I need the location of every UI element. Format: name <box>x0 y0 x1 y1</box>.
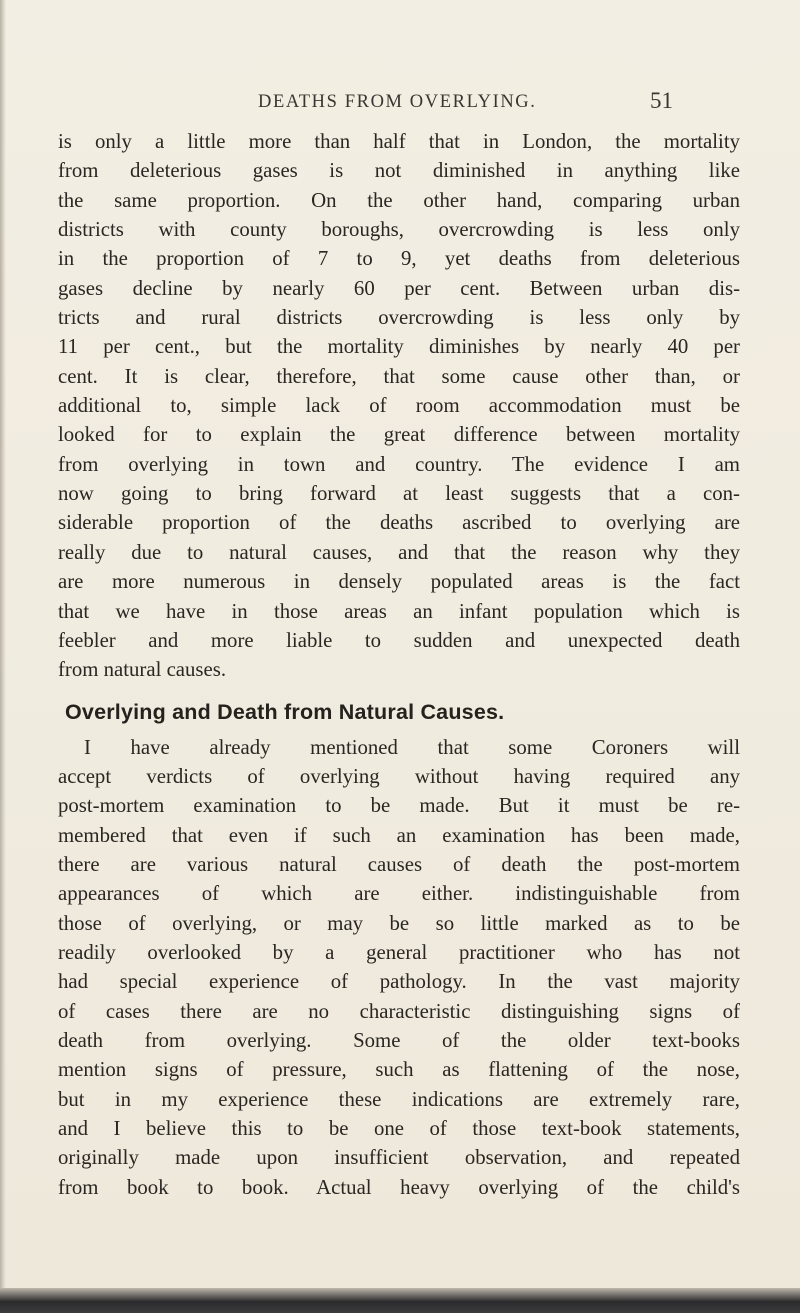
text-line: tricts and rural districts overcrowding is less only by <box>58 306 740 330</box>
text-line: really due to natural causes, and that the reason why they <box>58 540 740 564</box>
text-line: that we have in those areas an infant population which is <box>58 599 740 623</box>
page-binding-edge <box>0 0 6 1313</box>
text-line: are more numerous in densely populated areas is the fact <box>58 570 740 594</box>
page-header <box>0 88 800 118</box>
text-line: membered that even if such an examination has been made, <box>58 823 740 847</box>
page-number: 51 <box>650 88 673 113</box>
text-line: feebler and more liable to sudden and unexpected death <box>58 628 740 652</box>
text-line: districts with county boroughs, overcrowding is less only <box>58 218 740 242</box>
text-line: I have already mentioned that some Coroners will <box>84 735 740 759</box>
scan-bottom-edge <box>0 1288 800 1313</box>
paragraph-1 <box>58 127 740 685</box>
text-line: additional to, simple lack of room accommodation must be <box>58 394 740 418</box>
text-line: death from overlying. Some of the older text-books <box>58 1028 740 1052</box>
text-line: from natural causes. <box>58 658 227 682</box>
section-heading: Overlying and Death from Natural Causes. <box>65 699 505 724</box>
text-line: accept verdicts of overlying without having required any <box>58 764 740 788</box>
text-line: appearances of which are either. indistinguishable from <box>58 882 740 906</box>
text-line: looked for to explain the great difference between mortality <box>58 423 740 447</box>
text-line: of cases there are no characteristic distinguishing signs of <box>58 999 740 1023</box>
text-line: 11 per cent., but the mortality diminishes by nearly 40 per <box>58 335 740 359</box>
text-line: gases decline by nearly 60 per cent. Between urban dis- <box>58 276 740 300</box>
text-line: now going to bring forward at least suggests that a con- <box>58 482 740 506</box>
text-line: mention signs of pressure, such as flattening of the nose, <box>58 1058 740 1082</box>
text-line: post-mortem examination to be made. But it must be re- <box>58 794 740 818</box>
text-line: had special experience of pathology. In the vast majority <box>58 970 740 994</box>
text-line: in the proportion of 7 to 9, yet deaths from deleterious <box>58 247 740 271</box>
text-line: from deleterious gases is not diminished in anything like <box>58 159 740 183</box>
text-line: there are various natural causes of death the post-mortem <box>58 852 740 876</box>
text-line: but in my experience these indications are extremely rare, <box>58 1087 740 1111</box>
text-line: readily overlooked by a general practitioner who has not <box>58 940 740 964</box>
text-line: the same proportion. On the other hand, comparing urban <box>58 188 740 212</box>
text-line: those of overlying, or may be so little marked as to be <box>58 911 740 935</box>
running-head: DEATHS FROM OVERLYING. <box>258 92 537 112</box>
text-line: from book to book. Actual heavy overlying of the child's <box>58 1175 740 1199</box>
text-line: from overlying in town and country. The evidence I am <box>58 452 740 476</box>
text-line: cent. It is clear, therefore, that some cause other than, or <box>58 364 740 388</box>
paragraph-2 <box>58 733 740 1203</box>
text-line: is only a little more than half that in London, the mortality <box>58 130 740 153</box>
text-line: siderable proportion of the deaths ascribed to overlying are <box>58 511 740 535</box>
text-line: originally made upon insufficient observation, and repeated <box>58 1146 740 1170</box>
body-text <box>58 127 740 1202</box>
text-line: and I believe this to be one of those text-book statements, <box>58 1117 740 1140</box>
